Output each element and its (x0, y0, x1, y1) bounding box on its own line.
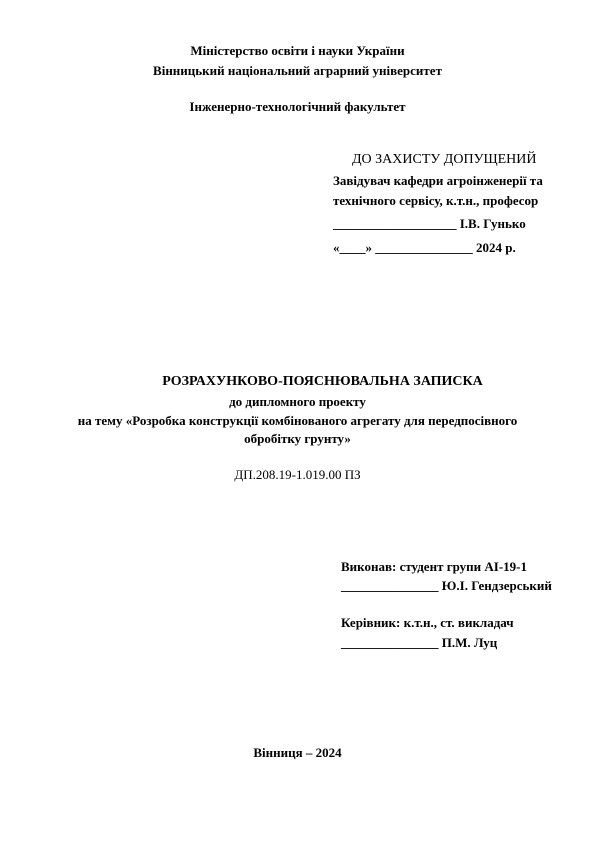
approval-position-line2: технічного сервісу, к.т.н., професор (333, 193, 539, 208)
approval-signature-line: ___________________ І.В. Гунько (333, 216, 526, 231)
university-name: Вінницький національний аграрний університет (153, 63, 442, 78)
faculty-name: Інженерно-технологічний факультет (189, 99, 406, 114)
document-topic-line2: обробітку грунту» (244, 431, 351, 446)
approval-date-line: «____» _______________ 2024 р. (333, 240, 516, 255)
city-year: Вінниця – 2024 (253, 745, 342, 760)
supervisor-label: Керівник: к.т.н., ст. викладач (341, 615, 514, 630)
document-code: ДП.208.19-1.019.00 ПЗ (234, 467, 361, 482)
approval-title: ДО ЗАХИСТУ ДОПУЩЕНИЙ (352, 152, 537, 167)
ministry-name: Міністерство освіти і науки України (190, 43, 405, 58)
document-topic-line1: на тему «Розробка конструкції комбінованого агрегату для передпосівного (77, 413, 518, 428)
executor-signature: _______________ Ю.І. Гендзерський (341, 578, 552, 593)
document-subtitle: до дипломного проекту (229, 394, 366, 409)
executor-label: Виконав: студент групи АІ-19-1 (341, 559, 528, 574)
document-title: РОЗРАХУНКОВО-ПОЯСНЮВАЛЬНА ЗАПИСКА (162, 374, 483, 389)
approval-position-line1: Завідувач кафедри агроінженерії та (333, 173, 543, 188)
supervisor-signature: _______________ П.М. Луц (341, 635, 498, 650)
